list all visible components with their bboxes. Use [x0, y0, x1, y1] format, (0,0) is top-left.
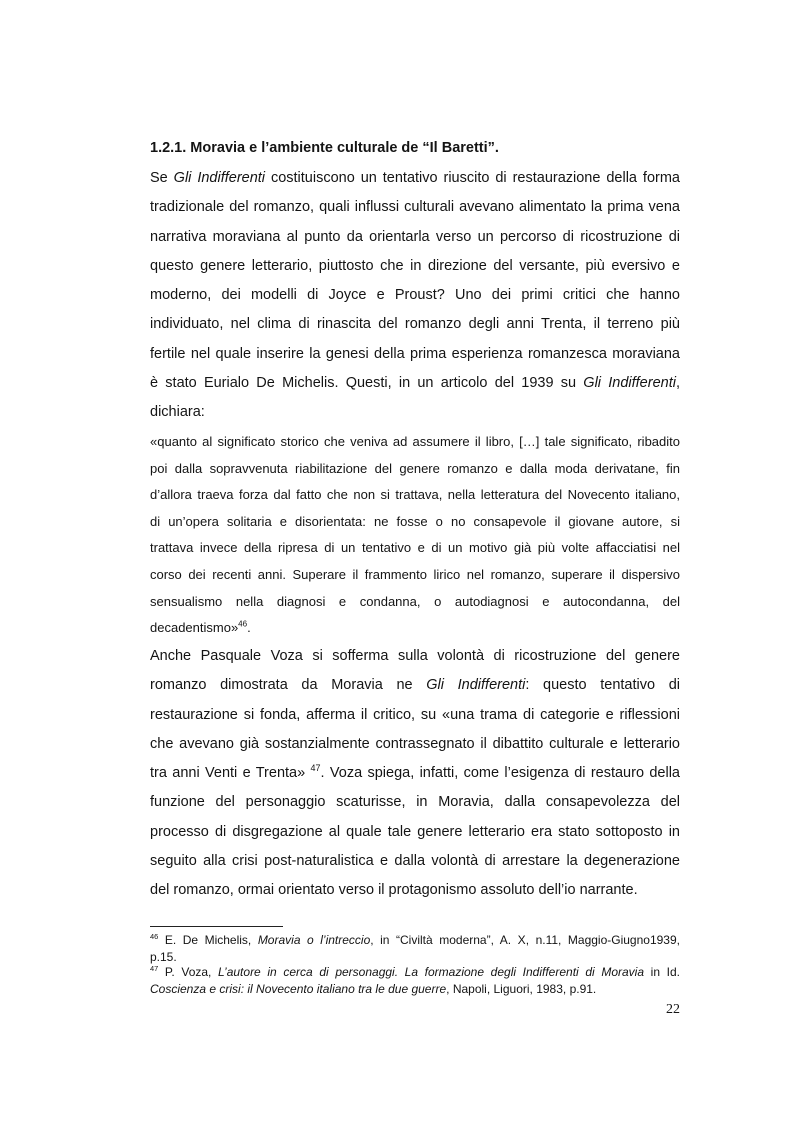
- italic-title: Moravia o l’intreccio: [257, 933, 371, 947]
- text-run: , Napoli, Liguori, 1983, p.91.: [446, 981, 597, 996]
- text-line: [150, 671, 680, 700]
- text-run: sensualismo nella diagnosi e condanna, o autodiagnosi e autocondanna, del: [150, 593, 680, 609]
- text-run: dichiara:: [150, 404, 205, 421]
- text-line: [150, 562, 680, 589]
- footnote-separator: [150, 926, 283, 927]
- text-run: E. De Michelis,: [158, 933, 258, 947]
- text-line: [150, 642, 680, 671]
- footnote-reference: 47: [310, 763, 321, 774]
- italic-title: L’autore in cerca di personaggi. La formazione degli Indifferenti di Moravia: [218, 965, 645, 979]
- footnote: [150, 932, 680, 965]
- text-run: individuato, nel clima di rinascita del romanzo degli anni Trenta, il terreno più: [150, 316, 680, 333]
- text-line: [150, 398, 680, 427]
- text-run: trattava invece della ripresa di un tentativo e di un motivo già più volte affacciatisi nel: [150, 540, 680, 556]
- text-run: narrativa moraviana al punto da orientarla verso un percorso di ricostruzione di: [150, 228, 680, 245]
- text-line: [150, 759, 680, 788]
- text-run: Se: [150, 170, 174, 186]
- text-line: [150, 932, 680, 949]
- text-run: moderno, dei modelli di Joyce e Proust? Uno dei primi critici che hanno: [150, 287, 680, 304]
- paragraph: [150, 642, 680, 906]
- text-run: del romanzo, ormai orientato verso il protagonismo assoluto dell’io narrante.: [150, 882, 638, 899]
- italic-title: Coscienza e crisi: il Novecento italiano tra le due guerre: [150, 981, 447, 996]
- text-line: [150, 876, 680, 905]
- section-heading: 1.2.1. Moravia e l’ambiente culturale de “Il Baretti”.: [150, 140, 499, 156]
- text-run: d’allora traeva forza dal fatto che non si trattava, nella letteratura del Novecento italiano,: [150, 487, 680, 503]
- footnote-reference: 46: [150, 932, 159, 941]
- text-run: «quanto al significato storico che veniva ad assumere il libro, […] tale significato, ribadito: [150, 434, 680, 449]
- text-run: corso dei recenti anni. Superare il frammento lirico nel romanzo, superare il dispersivo: [150, 566, 680, 582]
- text-run: tradizionale del romanzo, quali influssi culturali avevano alimentato la prima vena: [150, 199, 680, 216]
- page-number: 22: [666, 1002, 680, 1017]
- text-line: [150, 847, 680, 876]
- text-line: [150, 252, 680, 281]
- text-run: p.15.: [150, 949, 177, 964]
- text-run: tra anni Venti e Trenta»: [150, 765, 311, 782]
- text-line: [150, 730, 680, 759]
- text-run: romanzo dimostrata da Moravia ne: [150, 677, 427, 694]
- block-quote: [150, 429, 680, 642]
- text-run: fertile nel quale inserire la genesi della prima esperienza romanzesca moraviana: [150, 345, 680, 362]
- paragraph: [150, 164, 680, 428]
- text-line: [150, 281, 680, 310]
- text-line: [150, 164, 680, 193]
- text-line: [150, 788, 680, 817]
- italic-title: Gli Indifferenti: [426, 677, 526, 694]
- text-line: [150, 535, 680, 562]
- text-run: : questo tentativo di: [525, 677, 680, 694]
- text-line: [150, 456, 680, 483]
- text-run: . Voza spiega, infatti, come l’esigenza di restauro della: [320, 765, 680, 782]
- text-run: , in “Civiltà moderna”, A. X, n.11, Maggio-Giugno1939,: [370, 933, 680, 947]
- italic-title: Gli Indifferenti: [583, 375, 676, 392]
- text-run: funzione del personaggio scaturisse, in Moravia, dalla consapevolezza del: [150, 794, 680, 811]
- text-run: restaurazione si fonda, afferma il critico, su «una trama di categorie e riflessioni: [150, 706, 680, 723]
- text-line: [150, 482, 680, 509]
- text-line: [150, 615, 680, 642]
- text-line: [150, 589, 680, 616]
- text-run: Anche Pasquale Voza si sofferma sulla volontà di ricostruzione del genere: [150, 648, 680, 664]
- text-line: [150, 964, 680, 981]
- italic-title: Gli Indifferenti: [173, 170, 266, 186]
- text-run: in Id.: [644, 965, 680, 979]
- text-run: processo di disgregazione al quale tale genere letterario era stato sottoposto in: [150, 823, 680, 840]
- text-run: costituiscono un tentativo riuscito di restaurazione della forma: [265, 170, 680, 186]
- text-line: [150, 310, 680, 339]
- text-line: [150, 369, 680, 398]
- text-run: ,: [675, 375, 680, 392]
- text-run: è stato Eurialo De Michelis. Questi, in un articolo del 1939 su: [150, 375, 584, 392]
- text-line: [150, 818, 680, 847]
- text-run: .: [247, 620, 251, 636]
- text-line: [150, 193, 680, 222]
- text-run: questo genere letterario, piuttosto che in direzione del versante, più eversivo e: [150, 257, 680, 274]
- footnote: [150, 964, 680, 997]
- text-line: [150, 340, 680, 369]
- text-line: [150, 981, 680, 998]
- text-run: seguito alla crisi post-naturalistica e dalla volontà di arrestare la degenerazione: [150, 853, 680, 870]
- text-run: poi dalla sopravvenuta riabilitazione del genere romanzo e dalla moda derivatane, fin: [150, 460, 680, 476]
- text-run: che avevano già sostanzialmente contrassegnato il dibattito culturale e letterario: [150, 735, 680, 752]
- text-line: [150, 429, 680, 456]
- text-run: P. Voza,: [158, 965, 219, 979]
- text-line: [150, 509, 680, 536]
- text-line: [150, 223, 680, 252]
- text-line: [150, 949, 680, 966]
- footnote-reference: 47: [150, 964, 159, 973]
- footnote-reference: 46: [238, 619, 248, 629]
- text-run: di un’opera solitaria e disorientata: ne fosse o no consapevole il giovane autore, si: [150, 513, 680, 529]
- text-line: [150, 701, 680, 730]
- text-run: decadentismo»: [150, 620, 239, 636]
